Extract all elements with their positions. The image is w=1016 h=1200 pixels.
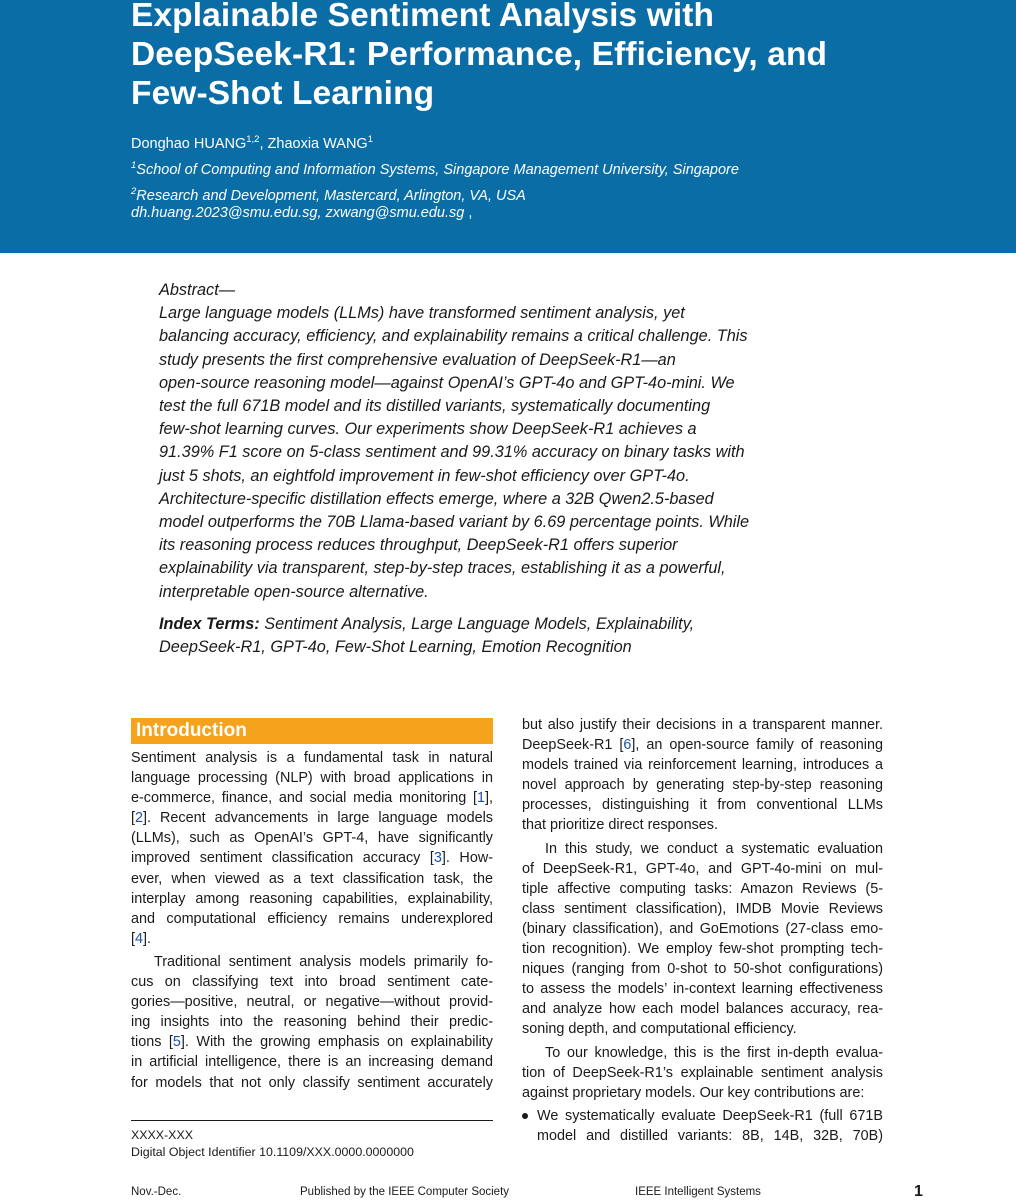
abstract-line: 91.39% F1 score on 5-class sentiment and 99.31% accuracy on binary tasks with	[159, 443, 745, 462]
author-affil-sup: 1	[367, 134, 374, 145]
index-terms	[159, 613, 799, 636]
citation-link[interactable]: 1	[476, 790, 485, 807]
affil-text: School of Computing and Information Systems, Singapore Management University, Singapore	[136, 162, 739, 178]
body-line: model and distilled variants: 8B, 14B, 32B, 70B)	[537, 1128, 883, 1145]
body-line: soning depth, and computational efficiency.	[522, 1021, 797, 1038]
body-line: tiple affective computing tasks: Amazon Reviews (5-	[522, 880, 883, 897]
body-line: of DeepSeek-R1, GPT-4o, and GPT-4o-mini on mul-	[522, 860, 883, 877]
index-terms-text: Sentiment Analysis, Large Language Models, Explainability,	[259, 614, 695, 633]
body-line: DeepSeek-R1 [6], an open-source family of reasoning	[522, 737, 883, 754]
body-line: tions [5]. With the growing emphasis on explainability	[131, 1034, 493, 1051]
bullet-text	[537, 1106, 883, 1146]
body-line: class sentiment classification), IMDB Movie Reviews	[522, 900, 883, 917]
body-line: [2]. Recent advancements in large language models	[131, 810, 493, 827]
abstract-label: Abstract—	[159, 281, 236, 299]
body-line: novel approach by generating step-by-step reasoning	[522, 777, 883, 794]
body-line: to assess the models’ in-context learning effectiveness	[522, 981, 883, 998]
paper-title	[131, 0, 931, 113]
affil-text: Research and Development, Mastercard, Arlington, VA, USA	[136, 188, 526, 204]
left-column	[131, 748, 493, 1093]
abstract-line: just 5 shots, an eightfold improvement in few-shot efficiency over GPT-4o.	[159, 466, 690, 485]
email-text[interactable]: dh.huang.2023@smu.edu.sg, zxwang@smu.edu.sg	[131, 205, 465, 221]
citation-link[interactable]: 2	[135, 810, 144, 827]
body-line: and computational efficiency remains underexplored	[131, 910, 493, 927]
abstract-line: study presents the first comprehensive evaluation of DeepSeek-R1—an	[159, 350, 676, 369]
author-emails	[131, 205, 472, 221]
index-terms-label: Index Terms:	[159, 614, 260, 633]
body-line: niques (ranging from 0-shot to 50-shot configurations)	[522, 961, 883, 978]
body-line: against proprietary models. Our key contributions are:	[522, 1084, 865, 1101]
citation-link[interactable]: 6	[623, 737, 632, 754]
title-line: Explainable Sentiment Analysis with	[131, 0, 715, 34]
abstract-line: few-shot learning curves. Our experiments show DeepSeek-R1 achieves a	[159, 420, 697, 439]
body-line: To our knowledge, this is the first in-depth evalua-	[545, 1044, 883, 1061]
affiliation-2	[131, 186, 526, 204]
affil-sup: 1	[131, 160, 137, 171]
index-terms-line: DeepSeek-R1, GPT-4o, Few-Shot Learning, Emotion Recognition	[159, 638, 632, 657]
footer-issue: Nov.-Dec.	[131, 1186, 182, 1198]
body-line: tion recognition). We employ few-shot prompting tech-	[522, 941, 883, 958]
body-line: In this study, we conduct a systematic evaluation	[545, 840, 883, 857]
footer-journal: IEEE Intelligent Systems	[635, 1186, 761, 1198]
author-name: , Zhaoxia WANG	[259, 136, 368, 152]
title-line: DeepSeek-R1: Performance, Efficiency, and	[131, 36, 828, 73]
abstract-line: test the full 671B model and its distilled variants, systematically documenting	[159, 397, 711, 416]
body-line: e-commerce, finance, and social media monitoring [1],	[131, 790, 493, 807]
email-tail: ,	[464, 205, 473, 221]
body-line: cus on classifying text into broad sentiment cate-	[131, 974, 493, 991]
author-list	[131, 134, 373, 152]
title-line: Few-Shot Learning	[131, 75, 435, 112]
abstract-line: model outperforms the 70B Llama-based variant by 6.69 percentage points. While	[159, 513, 750, 532]
abstract-line: open-source reasoning model—against OpenAI’s GPT-4o and GPT-4o-mini. We	[159, 373, 735, 392]
citation-link[interactable]: 5	[172, 1034, 181, 1051]
title-banner	[0, 0, 1016, 253]
body-line: (binary classification), and GoEmotions (27-class emo-	[522, 920, 883, 937]
page-number: 1	[914, 1183, 923, 1200]
bullet-dot-icon	[522, 1113, 528, 1119]
body-line: tion of DeepSeek-R1’s explainable sentiment analysis	[522, 1064, 883, 1081]
body-line: Sentiment analysis is a fundamental task in natural	[131, 750, 493, 766]
body-line: processes, distinguishing it from conventional LLMs	[522, 797, 883, 814]
abstract-line: Architecture-specific distillation effects emerge, where a 32B Qwen2.5-based	[159, 489, 714, 508]
body-line: improved sentiment classification accuracy [3]. How-	[131, 850, 494, 867]
body-line: gories—positive, neutral, or negative—without provid-	[131, 994, 493, 1011]
author-affil-sup: 1,2	[246, 134, 260, 145]
affiliation-1	[131, 160, 739, 178]
body-line: We systematically evaluate DeepSeek-R1 (full 671B	[537, 1108, 883, 1124]
body-line: interplay among reasoning capabilities, explainability,	[131, 890, 493, 907]
abstract-line: Large language models (LLMs) have transformed sentiment analysis, yet	[159, 304, 685, 323]
abstract-line: its reasoning process reduces throughput, DeepSeek-R1 offers superior	[159, 536, 678, 555]
body-line: (LLMs), such as OpenAI’s GPT-4, have significantly	[131, 830, 493, 847]
body-line: ing insights into the reasoning behind their predic-	[131, 1014, 493, 1031]
footnote-rule	[131, 1120, 493, 1121]
body-line: ever, when viewed as a text classification task, the	[131, 870, 493, 887]
footer-publisher: Published by the IEEE Computer Society	[300, 1186, 510, 1198]
body-line: in artificial intelligence, there is an increasing demand	[131, 1054, 493, 1071]
abstract	[159, 279, 799, 659]
abstract-line: interpretable open-source alternative.	[159, 582, 429, 601]
affil-sup: 2	[131, 186, 137, 197]
body-line: and analyze how each model balances accuracy, rea-	[522, 1001, 883, 1018]
section-heading-introduction: Introduction	[131, 718, 493, 744]
body-line: but also justify their decisions in a transparent manner.	[522, 717, 883, 733]
body-line: for models that not only classify sentiment accurately	[131, 1074, 493, 1091]
author-name: Donghao HUANG	[131, 136, 247, 152]
body-line: that prioritize direct responses.	[522, 817, 718, 834]
footnote-doi: Digital Object Identifier 10.1109/XXX.0000.0000000	[131, 1145, 414, 1159]
citation-link[interactable]: 4	[135, 930, 144, 947]
footnote-code: XXXX-XXX	[131, 1128, 193, 1142]
body-line: Traditional sentiment analysis models primarily fo-	[154, 953, 493, 970]
body-line: models trained via reinforcement learning, introduces a	[522, 757, 883, 774]
abstract-line: balancing accuracy, efficiency, and explainability remains a critical challenge. This	[159, 327, 748, 346]
abstract-line: explainability via transparent, step-by-step traces, establishing it as a powerful,	[159, 559, 726, 578]
body-line: language processing (NLP) with broad applications in	[131, 770, 493, 787]
body-line: [4].	[131, 930, 152, 947]
right-column	[522, 715, 883, 1103]
citation-link[interactable]: 3	[433, 850, 442, 867]
